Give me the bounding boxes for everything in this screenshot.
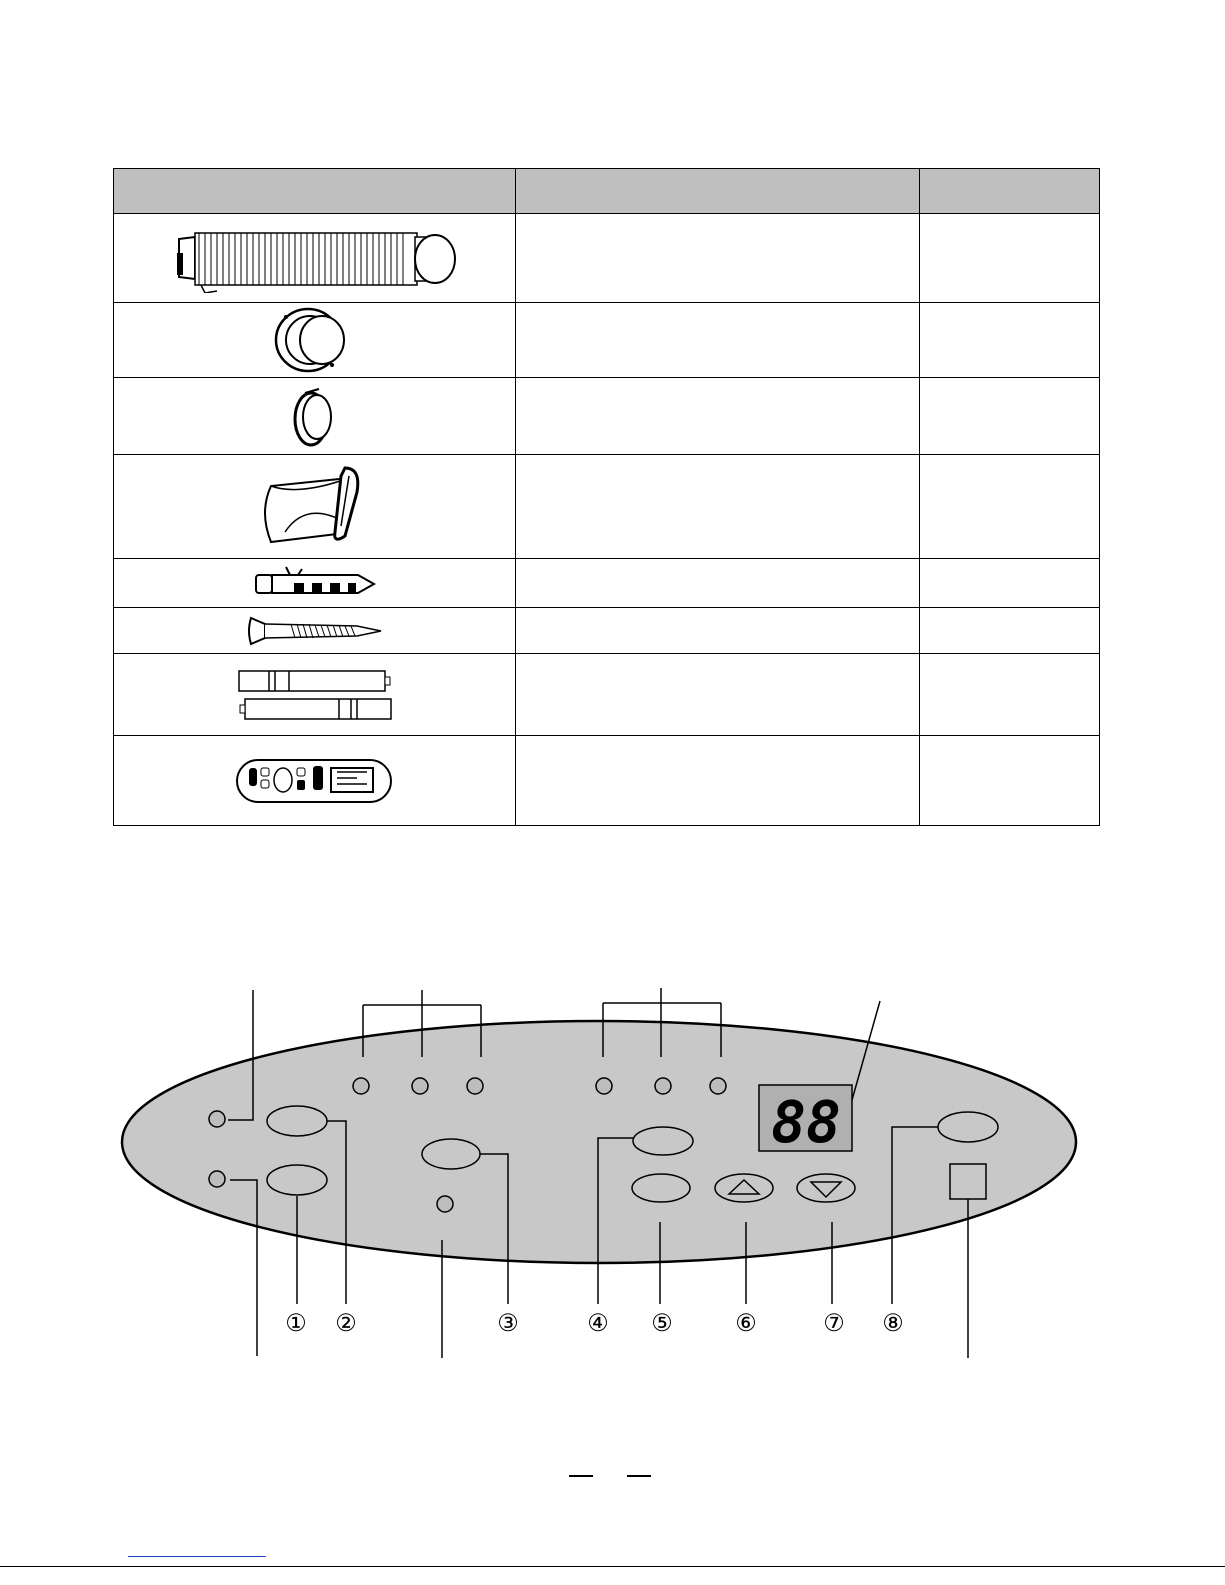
callout-8: ⑧ [882, 1309, 904, 1337]
page-bottom-rule [0, 1566, 1225, 1567]
part-qty-cell [920, 303, 1100, 378]
part-qty-cell [920, 654, 1100, 736]
callout-6: ⑥ [735, 1309, 757, 1337]
screw-icon [245, 614, 385, 648]
exhaust-hose-icon [165, 223, 465, 293]
part-name-cell [516, 214, 920, 303]
part-qty-cell [920, 608, 1100, 654]
indicator-light [710, 1078, 726, 1094]
callout-1: ① [285, 1309, 307, 1337]
part-image-cell [114, 303, 516, 378]
part-name-cell [516, 608, 920, 654]
callout-2: ② [335, 1309, 357, 1337]
table-row [114, 303, 1100, 378]
table-row [114, 736, 1100, 826]
led-display [759, 1085, 852, 1156]
part-name-cell [516, 736, 920, 826]
display-digits: 88 [771, 1088, 841, 1156]
part-image-cell [114, 214, 516, 303]
part-name-cell [516, 378, 920, 455]
wall-anchor-icon [250, 565, 380, 601]
part-qty-cell [920, 559, 1100, 608]
part-qty-cell [920, 378, 1100, 455]
batteries-icon [235, 665, 395, 725]
indicator-light [655, 1078, 671, 1094]
accessories-table [113, 168, 1100, 826]
part-name-cell [516, 303, 920, 378]
hose-adaptor-ring-icon [285, 381, 345, 451]
callout-3: ③ [497, 1309, 519, 1337]
table-row [114, 559, 1100, 608]
part-image-cell [114, 736, 516, 826]
header-cell-name [516, 169, 920, 214]
part-image-cell [114, 559, 516, 608]
callout-7: ⑦ [823, 1309, 845, 1337]
indicator-light [209, 1171, 225, 1187]
indicator-light [353, 1078, 369, 1094]
control-panel-body [122, 1021, 1076, 1263]
remote-receiver-window [950, 1164, 986, 1199]
part-image-cell [114, 455, 516, 559]
part-qty-cell [920, 736, 1100, 826]
fan-speed-button[interactable] [422, 1139, 480, 1169]
part-qty-cell [920, 214, 1100, 303]
part-qty-cell [920, 455, 1100, 559]
sleep-button[interactable] [633, 1127, 693, 1155]
table-row [114, 455, 1100, 559]
part-image-cell [114, 378, 516, 455]
part-name-cell [516, 654, 920, 736]
indicator-light [467, 1078, 483, 1094]
part-image-cell [114, 654, 516, 736]
table-row [114, 654, 1100, 736]
indicator-light [596, 1078, 612, 1094]
header-cell-qty [920, 169, 1100, 214]
table-row [114, 608, 1100, 654]
remote-controller-icon [235, 756, 395, 806]
wall-adaptor-ring-icon [270, 305, 360, 375]
indicator-light [412, 1078, 428, 1094]
part-name-cell [516, 455, 920, 559]
control-panel-diagram [0, 980, 1225, 1380]
table-row [114, 214, 1100, 303]
swing-button[interactable] [938, 1112, 998, 1142]
callout-4: ④ [587, 1309, 609, 1337]
page-number-dash [627, 1475, 651, 1477]
window-adaptor-nozzle-icon [245, 462, 385, 552]
mode-button[interactable] [267, 1165, 327, 1195]
power-button[interactable] [267, 1106, 327, 1136]
table-row [114, 378, 1100, 455]
header-cell-part [114, 169, 516, 214]
part-image-cell [114, 608, 516, 654]
indicator-light [209, 1111, 225, 1127]
part-name-cell [516, 559, 920, 608]
timer-button[interactable] [632, 1174, 690, 1202]
page-number-dash [569, 1475, 593, 1477]
footer-link-underline[interactable] [128, 1556, 266, 1557]
table-header-row [114, 169, 1100, 214]
callout-5: ⑤ [651, 1309, 673, 1337]
indicator-light [437, 1196, 453, 1212]
